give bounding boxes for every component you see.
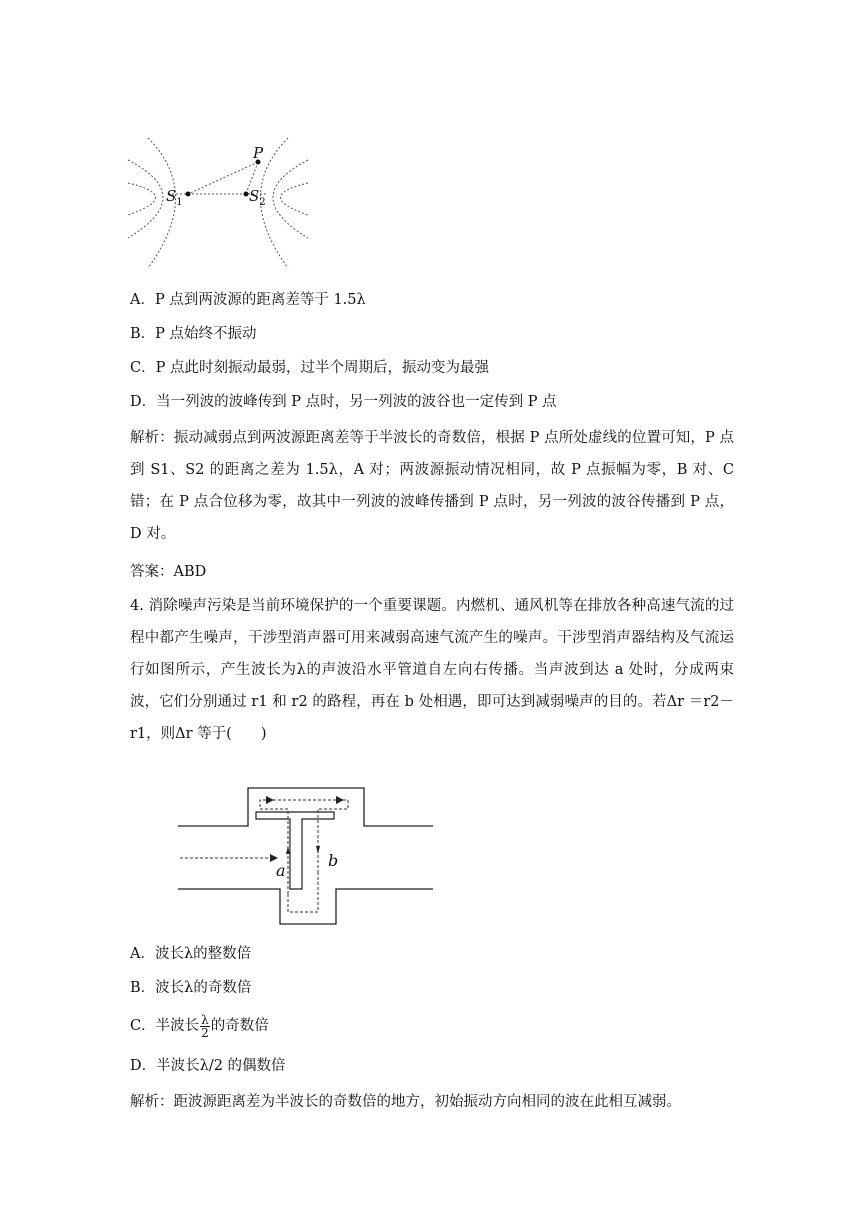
q4-option-c-suffix: 的奇数倍 (210, 1018, 269, 1034)
hyperbola-line (273, 160, 308, 238)
hyperbola-line (281, 183, 309, 215)
lambda-over-2-fraction (200, 1014, 210, 1039)
label-p: P (253, 144, 264, 162)
arrow-head (336, 796, 344, 804)
q4-option-c (130, 1010, 734, 1042)
path-r1-flow (260, 800, 348, 894)
muffler-figure (178, 784, 438, 934)
label-s2-sub: 2 (259, 197, 266, 208)
fraction-denominator: 2 (201, 1025, 209, 1040)
q3-option-d: D．当一列波的波峰传到 P 点时，另一列波的波谷也一定传到 P 点 (130, 394, 557, 410)
q3-answer: 答案：ABD (130, 564, 207, 580)
s1-point (186, 192, 191, 197)
q3-analysis: 解析：振动减弱点到两波源距离差等于半波长的奇数倍，根据 P 点所处虚线的位置可知，P 点到 S1、S2 的距离之差为 1.5λ，A 对；两波源振动情况相同，故 P 点振幅为零，B 对、C 错；在 P 点合位移为零，故其中一列波的波峰传播到 P 点时，另一列波的波谷传播到 P 点，D 对。 (130, 430, 734, 542)
label-s2: S (249, 187, 260, 205)
q4-stem: 4. 消除噪声污染是当前环境保护的一个重要课题。内燃机、通风机等在排放各种高速气流的过程中都产生噪声，干涉型消声器可用来减弱高速气流产生的噪声。干涉型消声器结构及气流运行如图所示，产生波长为λ的声波沿水平管道自左向右传播。当声波到达 a 处时，分成两束波，它们分别通过 r1 和 r2 的路程，再在 b 处相遇，即可达到减弱噪声的目的。若Δr ＝r2－r1，则Δr 等于( ) (130, 598, 734, 742)
label-s1: S (166, 187, 177, 205)
interference-figure (128, 138, 308, 268)
t-partition (256, 812, 334, 889)
q3-option-b: B．P 点始终不振动 (130, 326, 257, 342)
q4-option-d: D．半波长λ/2 的偶数倍 (130, 1058, 286, 1074)
q3-option-c: C．P 点此时刻振动最弱，过半个周期后，振动变为最强 (130, 360, 489, 376)
pipe-bottom-wall (178, 889, 433, 924)
hyperbola-line (128, 183, 156, 215)
s2-point (244, 192, 249, 197)
q3-option-a: A．P 点到两波源的距离差等于 1.5λ (130, 292, 366, 308)
q4-option-a: A．波长λ的整数倍 (130, 946, 252, 962)
arrow-head (316, 846, 320, 854)
q4-option-b: B．波长λ的奇数倍 (130, 980, 252, 996)
arrow-head (266, 796, 274, 804)
path-r2-flow (288, 872, 318, 912)
q4-analysis: 解析：距波源距离差为半波长的奇数倍的地方，初始振动方向相同的波在此相互减弱。 (130, 1094, 681, 1110)
label-b: b (328, 851, 339, 870)
svg-text:S2 (249, 187, 266, 208)
svg-text:S1 (166, 187, 183, 208)
q4-option-c-prefix: C．半波长 (130, 1018, 200, 1034)
arrow-head (286, 846, 290, 854)
fraction-numerator: λ (201, 1012, 209, 1027)
hyperbola-line (128, 160, 163, 238)
label-s1-sub: 1 (176, 197, 183, 208)
label-a: a (276, 861, 286, 880)
pipe-top-wall (178, 788, 433, 826)
